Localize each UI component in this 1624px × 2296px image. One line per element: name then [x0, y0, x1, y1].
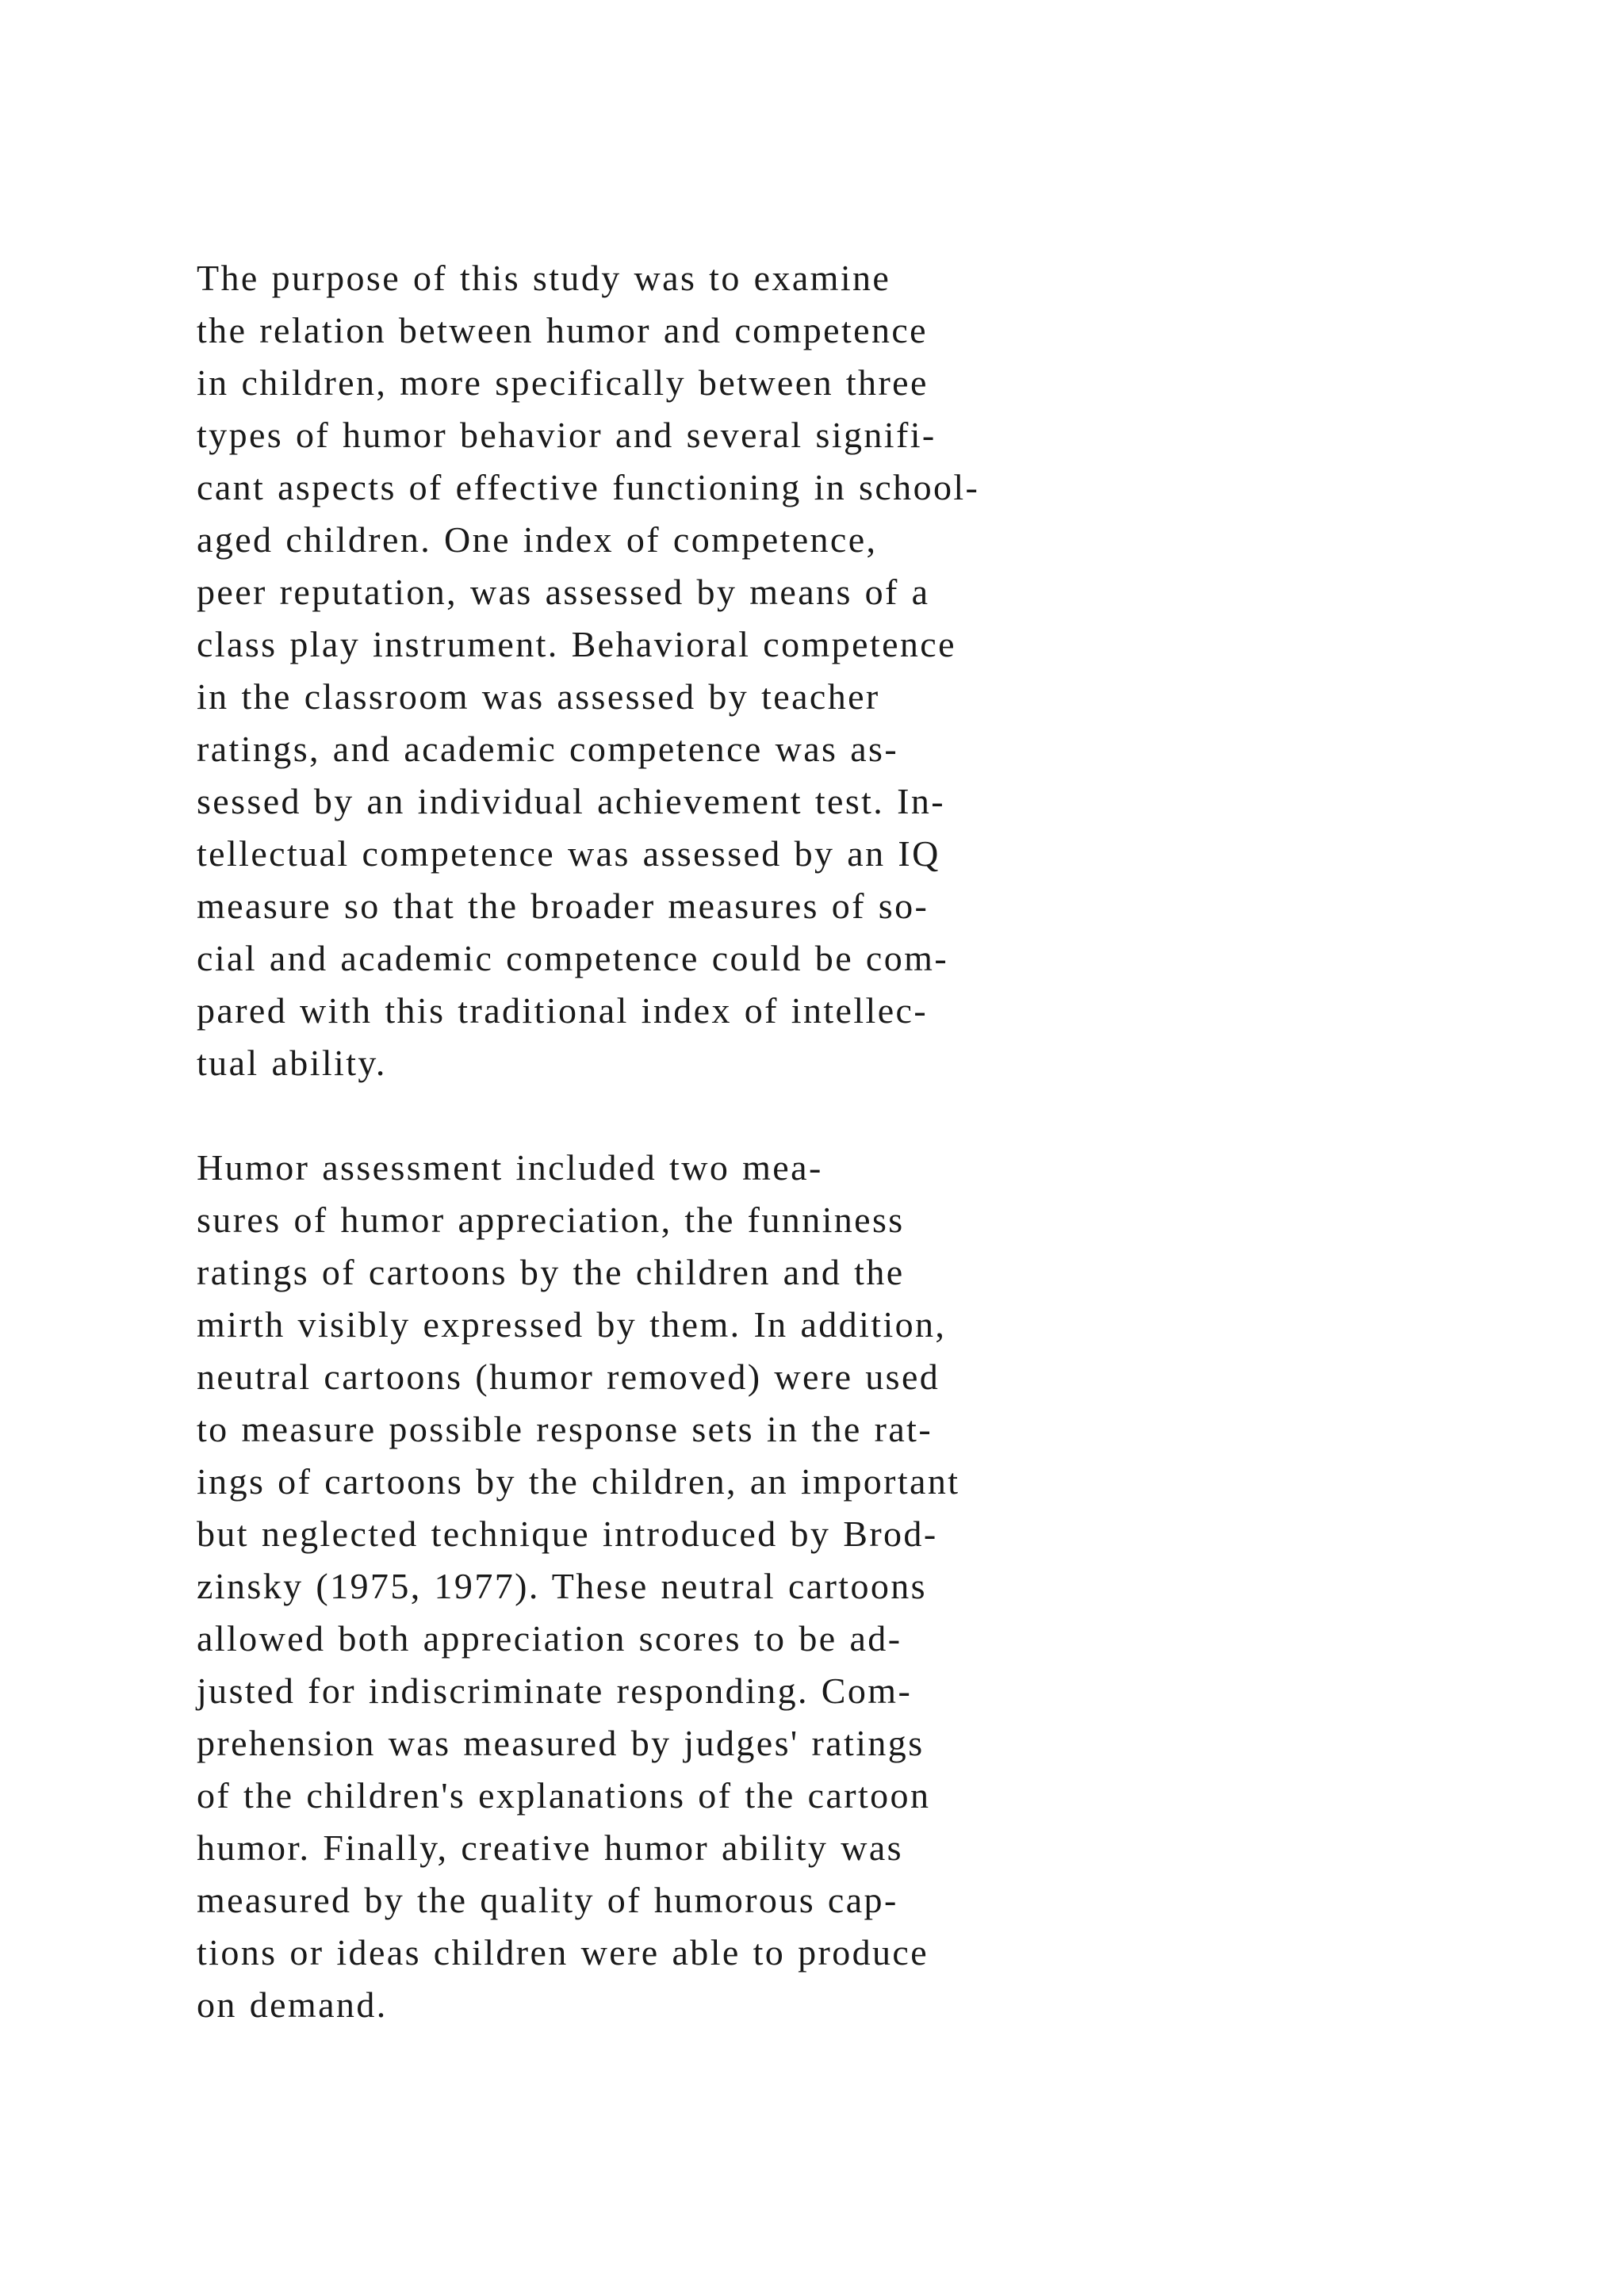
text-line: in children, more specifically between three: [197, 362, 929, 403]
text-line: the relation between humor and competence: [197, 310, 929, 350]
paragraph-humor-assessment: [197, 1142, 1386, 2031]
text-line: of the children's explanations of the cartoon: [197, 1775, 931, 1816]
text-line: pared with this traditional index of intellec-: [197, 990, 929, 1031]
text-line: to measure possible response sets in the rat-: [197, 1409, 933, 1449]
document-page: [197, 252, 1386, 2031]
text-line: types of humor behavior and several signifi-: [197, 415, 936, 455]
text-line: ratings, and academic competence was as-: [197, 729, 899, 769]
text-line: but neglected technique introduced by Brod-: [197, 1513, 938, 1554]
text-line: aged children. One index of competence,: [197, 519, 878, 560]
text-line: zinsky (1975, 1977). These neutral cartoons: [197, 1566, 927, 1606]
text-line: justed for indiscriminate responding. Com-: [197, 1670, 913, 1711]
text-line: tions or ideas children were able to produce: [197, 1932, 929, 1973]
text-line: neutral cartoons (humor removed) were used: [197, 1357, 940, 1397]
text-line: cial and academic competence could be com-: [197, 938, 949, 978]
text-line: in the classroom was assessed by teacher: [197, 676, 880, 717]
text-line: humor. Finally, creative humor ability was: [197, 1827, 903, 1868]
text-line: ings of cartoons by the children, an important: [197, 1461, 960, 1502]
text-line: on demand.: [197, 1984, 388, 2025]
text-line: The purpose of this study was to examine: [197, 258, 891, 298]
text-line: measure so that the broader measures of so-: [197, 886, 929, 926]
text-line: peer reputation, was assessed by means of a: [197, 572, 930, 612]
text-line: cant aspects of effective functioning in school-: [197, 467, 980, 507]
text-line: sures of humor appreciation, the funniness: [197, 1200, 905, 1240]
paragraph-purpose: [197, 252, 1386, 1089]
text-line: allowed both appreciation scores to be ad-: [197, 1618, 902, 1659]
text-line: measured by the quality of humorous cap-: [197, 1880, 898, 1920]
text-line: Humor assessment included two mea-: [197, 1147, 823, 1188]
text-line: tellectual competence was assessed by an IQ: [197, 833, 940, 874]
text-line: prehension was measured by judges' ratings: [197, 1723, 925, 1763]
text-line: sessed by an individual achievement test. In-: [197, 781, 945, 821]
text-line: mirth visibly expressed by them. In addition,: [197, 1304, 947, 1345]
text-line: tual ability.: [197, 1043, 387, 1083]
text-line: class play instrument. Behavioral competence: [197, 624, 956, 664]
text-line: ratings of cartoons by the children and the: [197, 1252, 905, 1292]
